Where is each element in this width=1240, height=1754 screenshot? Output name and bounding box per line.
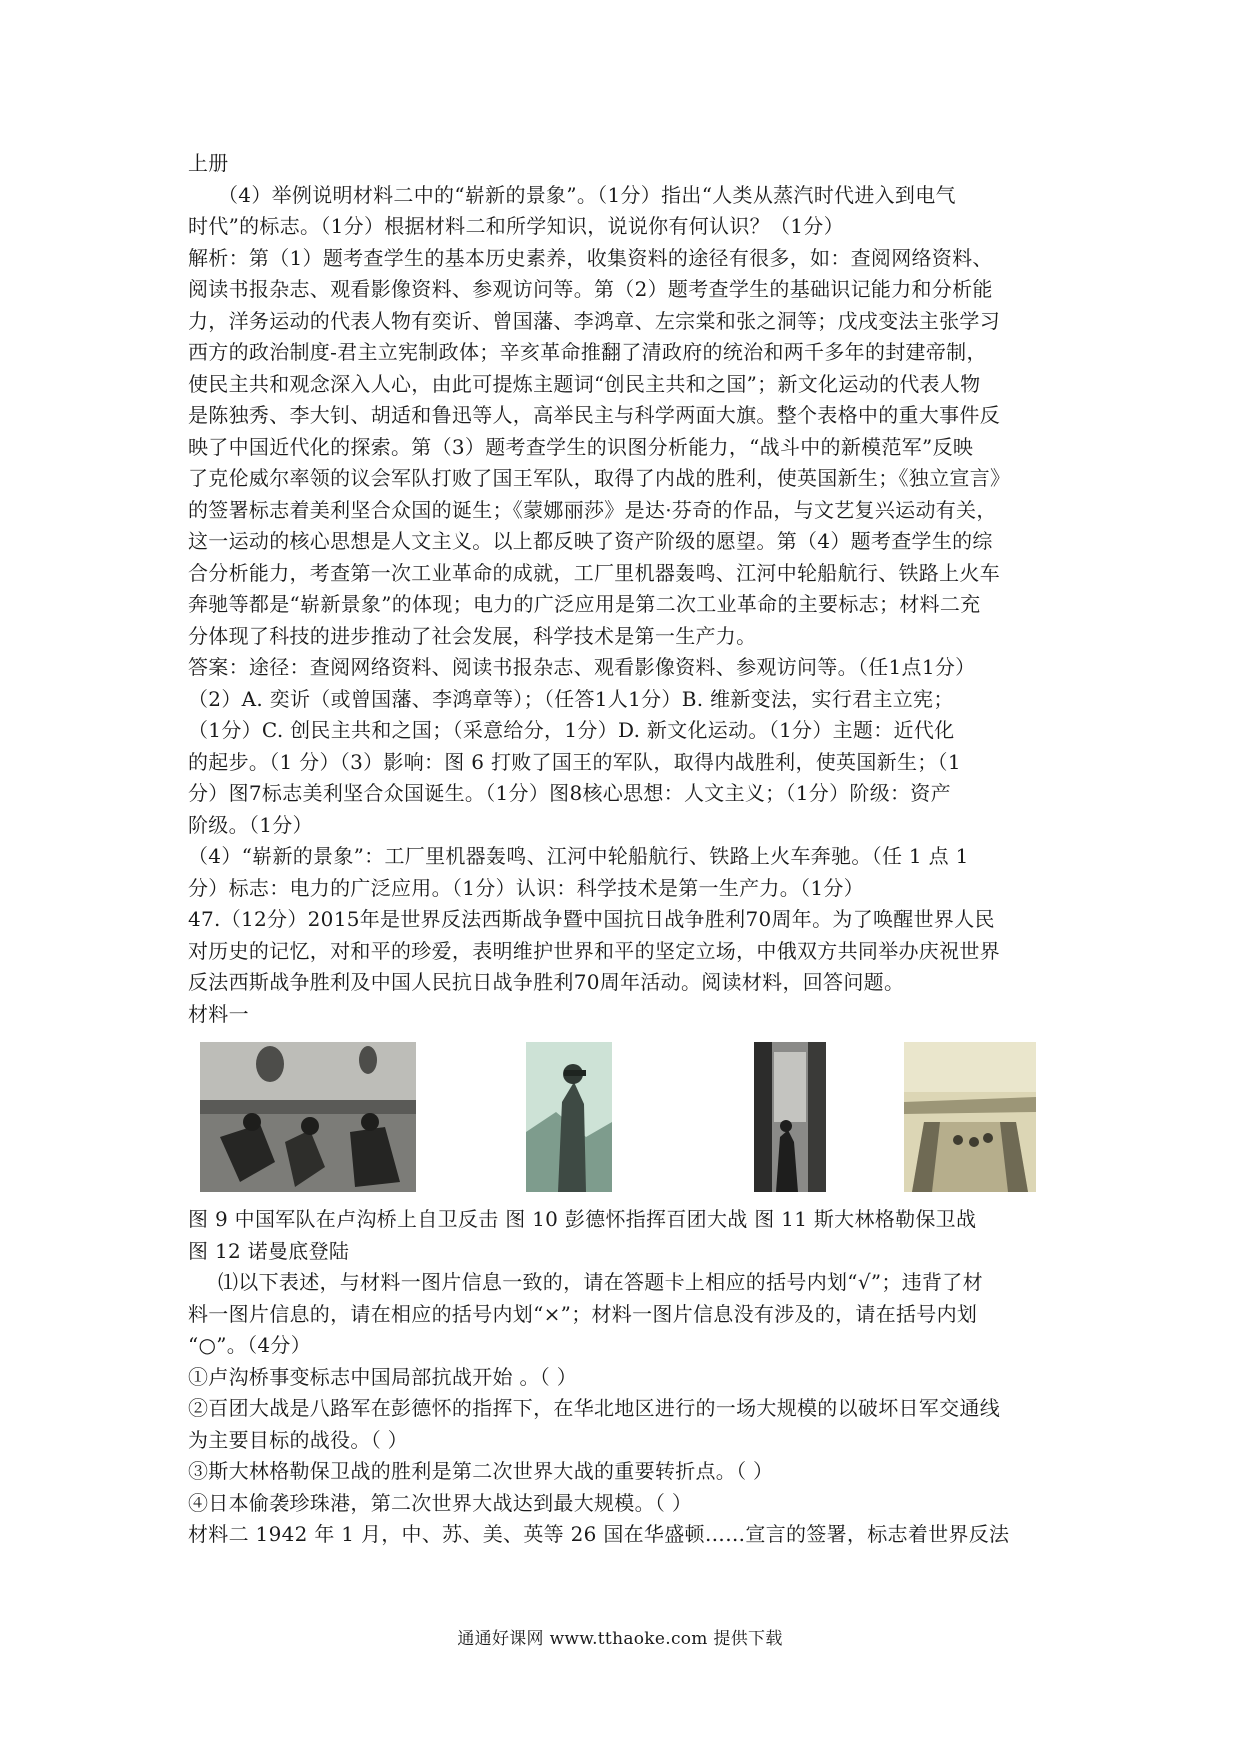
page-content xyxy=(188,148,1058,1551)
answer-line: 答案：途径：查阅网络资料、阅读书报杂志、观看影像资料、参观访问等。（任1点1分） xyxy=(188,655,976,679)
text-line: 映了中国近代化的探索。第（3）题考查学生的识图分析能力，“战斗中的新模范军”反映 xyxy=(188,434,974,459)
figure-10-photo xyxy=(526,1042,612,1192)
figure-9-photo xyxy=(200,1042,416,1192)
text-line: 这一运动的核心思想是人文主义。以上都反映了资产阶级的愿望。第（4）题考查学生的综 xyxy=(188,529,993,553)
text-line: 分体现了科技的进步推动了社会发展，科学技术是第一生产力。 xyxy=(188,623,757,648)
answer-line: （2）A. 奕䜣（或曾国藩、李鸿章等）；（任答1人1分）B. 维新变法，实行君主立宪； xyxy=(188,686,954,711)
statement-line: ④日本偷袭珍珠港，第二次世界大战达到最大规模。（ ） xyxy=(188,1490,693,1515)
figure-12-photo xyxy=(904,1042,1036,1192)
text-line: 了克伦威尔率领的议会军队打败了国王军队，取得了内战的胜利，使英国新生；《独立宣言》 xyxy=(188,466,1011,490)
question-line: ⑴以下表述，与材料一图片信息一致的，请在答题卡上相应的括号内划“√”；违背了材 xyxy=(218,1270,983,1294)
answer-line: 分）标志：电力的广泛应用。（1分）认识：科学技术是第一生产力。（1分） xyxy=(188,875,864,900)
question-line: 反法西斯战争胜利及中国人民抗日战争胜利70周年活动。阅读材料，回答问题。 xyxy=(188,970,905,994)
text-line: 奔驰等都是“崭新景象”的体现；电力的广泛应用是第二次工业革命的主要标志；材料二充 xyxy=(188,592,981,616)
text-line: 合分析能力，考查第一次工业革命的成就，工厂里机器轰鸣、江河中轮船航行、铁路上火车 xyxy=(188,560,1000,585)
answer-line: 的起步。（1 分）（3）影响：图 6 打败了国王的军队，取得内战胜利，使英国新生；（1 xyxy=(188,749,961,774)
figure-11-photo xyxy=(754,1042,826,1192)
text-line: 时代”的标志。（1分）根据材料二和所学知识，说说你有何认识？（1分） xyxy=(188,214,844,238)
text-line: 阅读书报杂志、观看影像资料、参观访问等。第（2）题考查学生的基础识记能力和分析能 xyxy=(188,277,993,301)
answer-line: 分）图7标志美利坚合众国诞生。（1分）图8核心思想：人文主义；（1分）阶级：资产 xyxy=(188,781,951,805)
material-line: 材料二 1942 年 1 月，中、苏、美、英等 26 国在华盛顿……宣言的签署，标志着世界反法 xyxy=(188,1522,1010,1546)
question-line: 对历史的记忆，对和平的珍爱，表明维护世界和平的坚定立场，中俄双方共同举办庆祝世界 xyxy=(188,938,1000,963)
statement-line: 为主要目标的战役。（ ） xyxy=(188,1427,408,1452)
question-line: 47.（12分）2015年是世界反法西斯战争暨中国抗日战争胜利70周年。为了唤醒世界人民 xyxy=(188,907,995,931)
answer-line: （4）“崭新的景象”：工厂里机器轰鸣、江河中轮船航行、铁路上火车奔驰。（任 1 点 1 xyxy=(188,844,969,868)
text-line: （4）举例说明材料二中的“崭新的景象”。（1分）指出“人类从蒸汽时代进入到电气 xyxy=(218,182,956,207)
statement-line: ③斯大林格勒保卫战的胜利是第二次世界大战的重要转折点。（ ） xyxy=(188,1459,774,1483)
question-line: “○”。（4分） xyxy=(188,1333,312,1357)
text-line: 力，洋务运动的代表人物有奕䜣、曾国藩、李鸿章、左宗棠和张之洞等；戊戌变法主张学习 xyxy=(188,308,1000,333)
question-line: 料一图片信息的，请在相应的括号内划“×”；材料一图片信息没有涉及的，请在括号内划 xyxy=(188,1301,978,1326)
figure-row xyxy=(188,1042,1058,1200)
text-line: 的签署标志着美利坚合众国的诞生；《蒙娜丽莎》是达·芬奇的作品，与文艺复兴运动有关， xyxy=(188,497,997,522)
figure-caption: 图 9 中国军队在卢沟桥上自卫反击 图 10 彭德怀指挥百团大战 图 11 斯大林格勒保卫战 xyxy=(188,1207,977,1231)
material-label: 材料一 xyxy=(188,1001,249,1026)
page-footer: 通通好课网 www.tthaoke.com 提供下载 xyxy=(457,1629,783,1649)
answer-line: 阶级。（1分） xyxy=(188,812,313,837)
statement-line: ②百团大战是八路军在彭德怀的指挥下，在华北地区进行的一场大规模的以破坏日军交通线 xyxy=(188,1396,1000,1420)
figure-caption: 图 12 诺曼底登陆 xyxy=(188,1238,350,1263)
text-line: 是陈独秀、李大钊、胡适和鲁迅等人，高举民主与科学两面大旗。整个表格中的重大事件反 xyxy=(188,403,1000,427)
statement-line: ①卢沟桥事变标志中国局部抗战开始 。（ ） xyxy=(188,1364,578,1389)
answer-line: （1分）C. 创民主共和之国；（采意给分，1分）D. 新文化运动。（1分）主题：近代化 xyxy=(188,718,955,742)
text-line: 西方的政治制度-君主立宪制政体；辛亥革命推翻了清政府的统治和两千多年的封建帝制， xyxy=(188,340,987,364)
text-line: 解析：第（1）题考查学生的基本历史素养，收集资料的途径有很多，如：查阅网络资料、 xyxy=(188,245,993,270)
text-line: 上册 xyxy=(188,151,229,175)
text-line: 使民主共和观念深入人心，由此可提炼主题词“创民主共和之国”；新文化运动的代表人物 xyxy=(188,371,981,396)
